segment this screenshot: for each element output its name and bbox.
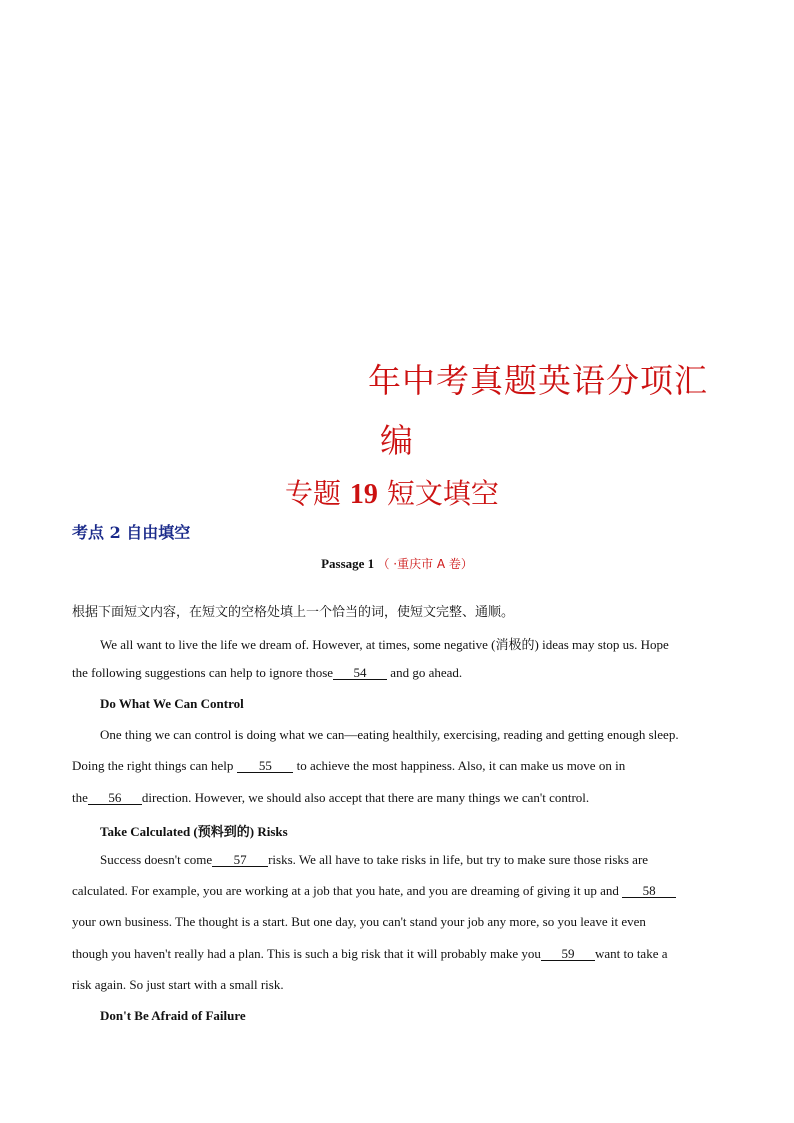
heading-do-what-we-can-control: Do What We Can Control: [100, 696, 244, 711]
blank-56[interactable]: 56: [88, 791, 142, 805]
section-heading: 考点 2 自由填空: [72, 523, 191, 542]
text-segment: calculated. For example, you are working at a job that you hate, and you are dreaming of giving it up and: [72, 883, 623, 898]
text-segment: and go ahead.: [387, 665, 463, 680]
text-segment: to achieve the most happiness. Also, it can make us move on in: [293, 758, 626, 773]
text-segment: direction. However, we should also accept that there are many things we can't control.: [141, 790, 590, 805]
passage-title: Passage 1: [321, 556, 375, 571]
doc-subtitle: [285, 472, 499, 512]
heading-take-calculated-risks: Take Calculated (预料到的) Risks: [100, 824, 288, 839]
paragraph3-line4: [72, 946, 668, 962]
text-segment: though you haven't really had a plan. This is such a big risk that it will probably make you: [72, 946, 541, 961]
paragraph3-line2: [72, 883, 676, 899]
paragraph2-line3: [72, 790, 589, 806]
text-segment: the following suggestions can help to ignore those: [72, 665, 334, 680]
text-segment: want to take a: [594, 946, 668, 961]
subtitle-prefix: 专题: [285, 477, 342, 510]
blank-54[interactable]: 54: [333, 666, 387, 680]
paragraph1-line1: We all want to live the life we dream of. However, at times, some negative (消极的) ideas may stop us. Hope: [100, 637, 669, 652]
passage-source: （ ·重庆市 A 卷）: [377, 557, 473, 571]
doc-title-line1: 年中考真题英语分项汇: [368, 361, 708, 400]
paragraph3-line3: your own business. The thought is a start. But one day, you can't stand your job any more, so you leave it even: [72, 914, 646, 929]
blank-55[interactable]: 55: [237, 759, 293, 773]
instruction-text: 根据下面短文内容，在短文的空格处填上一个恰当的词，使短文完整、通顺。: [72, 605, 515, 620]
doc-title-line2: 编: [380, 421, 414, 460]
subtitle-number: 19: [349, 479, 378, 510]
passage-label: [0, 555, 794, 572]
subtitle-suffix: 短文填空: [386, 477, 499, 510]
text-segment: the: [72, 790, 88, 805]
blank-57[interactable]: 57: [212, 853, 268, 867]
paragraph2-line2: [72, 758, 625, 774]
heading-dont-be-afraid-of-failure: Don't Be Afraid of Failure: [100, 1008, 246, 1023]
paragraph3-line1: [100, 852, 648, 868]
text-segment: risks. We all have to take risks in life, but try to make sure those risks are: [268, 852, 649, 867]
blank-58[interactable]: 58: [622, 884, 676, 898]
text-segment: Success doesn't come: [100, 852, 213, 867]
paragraph1-line2: [72, 665, 462, 681]
blank-59[interactable]: 59: [541, 947, 595, 961]
text-segment: Doing the right things can help: [72, 758, 234, 773]
paragraph3-line5: risk again. So just start with a small risk.: [72, 977, 284, 992]
paragraph2-line1: One thing we can control is doing what we can—eating healthily, exercising, reading and getting enough sleep.: [100, 727, 679, 742]
